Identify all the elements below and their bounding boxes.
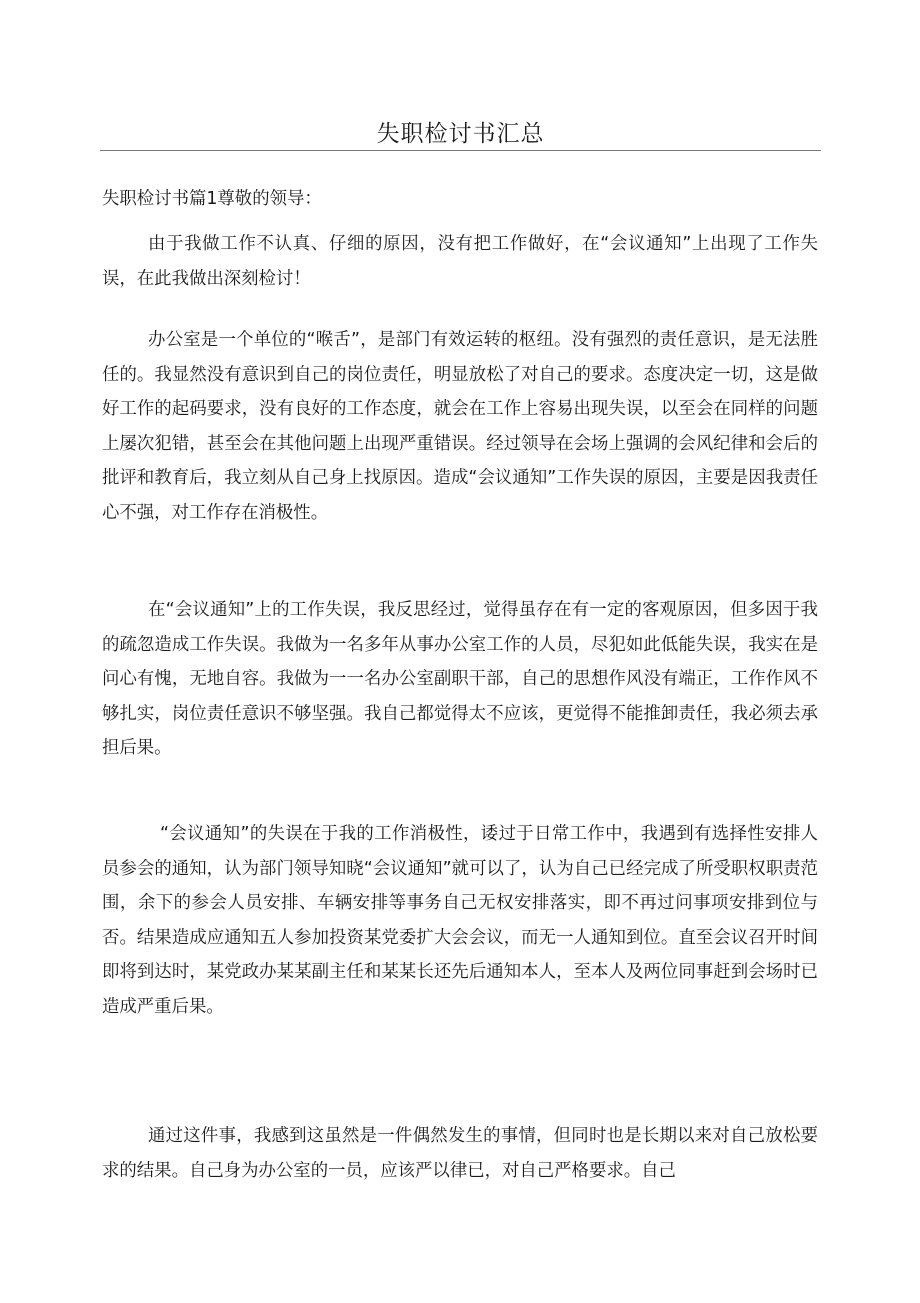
body-paragraph-1: 由于我做工作不认真、仔细的原因，没有把工作做好，在“会议通知”上出现了工作失误，在此我做出深刻检讨！ bbox=[102, 234, 818, 289]
body-paragraph-5: 通过这件事，我感到这虽然是一件偶然发生的事情，但同时也是长期以来对自己放松要求的结果。自己身为办公室的一员，应该严以律已，对自己严格要求。自己 bbox=[102, 1126, 818, 1181]
body-paragraph-4: “会议通知”的失误在于我的工作消极性，诿过于日常工作中，我遇到有选择性安排人员参会的通知，认为部门领导知晓“会议通知”就可以了，认为自己已经完成了所受职权职责范围，余下的参会人员安排、车辆安排等事务自己无权安排落实，即不再过问事项安排到位与否。结果造成应通知五人参加投资某党委扩大会会议，而无一人通知到位。直至会议召开时间即将到达时，某党政办某某副主任和某某长还先后通知本人，至本人及两位同事赶到会场时已造成严重后果。 bbox=[102, 824, 818, 1017]
document-title: 失职检讨书汇总 bbox=[376, 121, 545, 147]
title-underline bbox=[100, 150, 821, 151]
salutation-paragraph: 失职检讨书篇1尊敬的领导： bbox=[102, 189, 322, 209]
body-paragraph-2: 办公室是一个单位的“喉舌”，是部门有效运转的枢纽。没有强烈的责任意识，是无法胜任的。我显然没有意识到自己的岗位责任，明显放松了对自己的要求。态度决定一切，这是做好工作的起码要求，没有良好的工作态度，就会在工作上容易出现失误，以至会在同样的问题上屡次犯错，甚至会在其他问题上出现严重错误。经过领导在会场上强调的会风纪律和会后的批评和教育后，我立刻从自己身上找原因。造成“会议通知”工作失误的原因，主要是因我责任心不强，对工作存在消极性。 bbox=[102, 330, 818, 523]
body-paragraph-3: 在“会议通知”上的工作失误，我反思经过，觉得虽存在有一定的客观原因，但多因于我的疏忽造成工作失误。我做为一名多年从事办公室工作的人员，尽犯如此低能失误，我实在是问心有愧，无地自容。我做为一一名办公室副职干部，自己的思想作风没有端正，工作作风不够扎实，岗位责任意识不够坚强。我自己都觉得太不应该，更觉得不能推卸责任，我必须去承担后果。 bbox=[102, 600, 818, 758]
